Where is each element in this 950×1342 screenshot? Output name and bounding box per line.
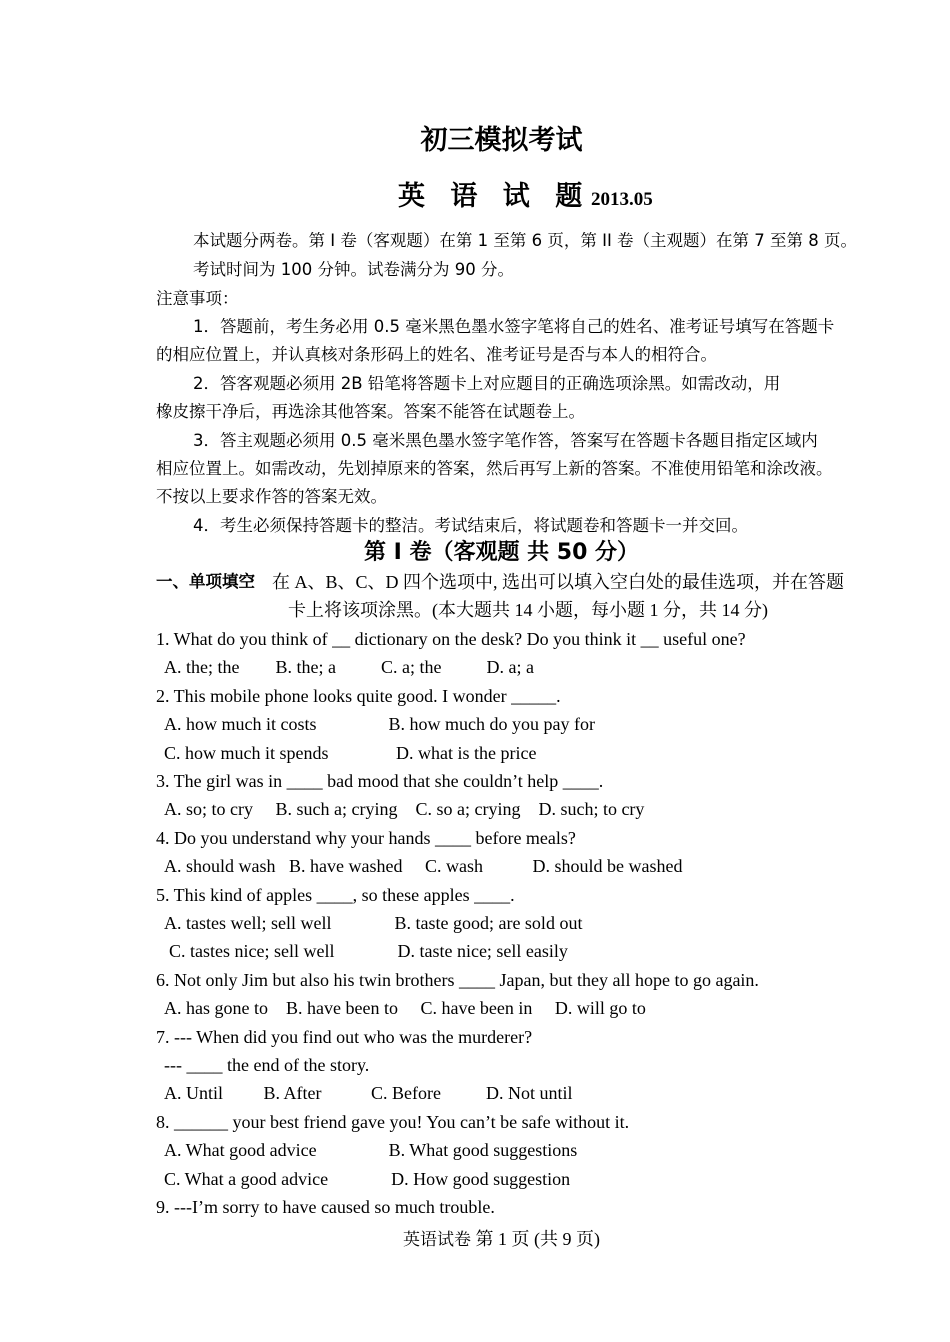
question-options: C. tastes nice; sell well D. taste nice; sell easily [169, 941, 568, 961]
question-stem: 9. ---I’m sorry to have caused so much trouble. [156, 1197, 495, 1217]
question-options: C. how much it spends D. what is the price [164, 743, 537, 763]
question-options: A. the; the B. the; a C. a; the D. a; a [164, 657, 534, 677]
notes-line: 相应位置上。如需改动，先划掉原来的答案，然后再写上新的答案。不准使用铅笔和涂改液。 [156, 459, 833, 478]
exam-subtitle: 英 语 试 题 [398, 181, 591, 212]
footer-page-number: 第 1 页 (共 9 页) [475, 1229, 600, 1249]
question-stem: 1. What do you think of __ dictionary on the desk? Do you think it __ useful one? [156, 629, 746, 649]
notes-line: 橡皮擦干净后，再选涂其他答案。答案不能答在试题卷上。 [156, 402, 585, 421]
intro-line: 本试题分两卷。第 I 卷（客观题）在第 1 至第 6 页，第 II 卷（主观题）在第 7 至第 8 页。 [193, 231, 858, 250]
question-options: A. tastes well; sell well B. taste good; are sold out [164, 913, 583, 933]
notes-line: 2．答客观题必须用 2B 铅笔将答题卡上对应题目的正确选项涂黑。如需改动，用 [193, 374, 781, 393]
question-stem: 3. The girl was in ____ bad mood that she couldn’t help ____. [156, 771, 604, 791]
question-options: A. how much it costs B. how much do you pay for [164, 714, 595, 734]
question-stem: 2. This mobile phone looks quite good. I wonder _____. [156, 686, 561, 706]
question-stem: 7. --- When did you find out who was the murderer? [156, 1027, 533, 1047]
question-options: A. has gone to B. have been to C. have been in D. will go to [164, 998, 646, 1018]
notes-line: 不按以上要求作答的答案无效。 [156, 487, 387, 506]
part-instruction: 卡上将该项涂黑。(本大题共 14 小题，每小题 1 分，共 14 分) [288, 600, 768, 620]
question-stem: 4. Do you understand why your hands ____ before meals? [156, 828, 576, 848]
footer-label: 英语试卷 [403, 1230, 471, 1250]
question-options: A. should wash B. have washed C. wash D. should be washed [164, 856, 683, 876]
part-instruction: 在 A、B、C、D 四个选项中, 选出可以填入空白处的最佳选项，并在答题 [272, 572, 845, 592]
notes-heading: 注意事项： [156, 289, 239, 308]
question-options: C. What a good advice D. How good suggestion [164, 1169, 571, 1189]
question-stem: 8. ______ your best friend gave you! You can’t be safe without it. [156, 1112, 630, 1132]
part-label: 一、单项填空 [156, 572, 255, 591]
question-stem: 6. Not only Jim but also his twin brothers ____ Japan, but they all hope to go again. [156, 970, 759, 990]
question-stem: 5. This kind of apples ____, so these apples ____. [156, 885, 515, 905]
notes-line: 4．考生必须保持答题卡的整洁。考试结束后，将试题卷和答题卡一并交回。 [193, 516, 748, 535]
question-options: A. so; to cry B. such a; crying C. so a; crying D. such; to cry [164, 799, 645, 819]
question-options: A. Until B. After C. Before D. Not until [164, 1083, 573, 1103]
question-options: A. What good advice B. What good suggestions [164, 1140, 578, 1160]
notes-line: 的相应位置上，并认真核对条形码上的姓名、准考证号是否与本人的相符合。 [156, 345, 717, 364]
exam-title: 初三模拟考试 [420, 125, 583, 156]
page-footer [0, 1228, 950, 1251]
intro-line: 考试时间为 100 分钟。试卷满分为 90 分。 [193, 260, 514, 279]
question-stem-answer: --- ____ the end of the story. [164, 1055, 370, 1075]
section-title: 第 I 卷（客观题 共 50 分） [363, 540, 640, 565]
notes-line: 1．答题前，考生务必用 0.5 毫米黑色墨水签字笔将自己的姓名、准考证号填写在答题卡 [193, 317, 835, 336]
exam-date: 2013.05 [591, 189, 653, 210]
notes-line: 3．答主观题必须用 0.5 毫米黑色墨水签字笔作答，答案写在答题卡各题目指定区域内 [193, 431, 818, 450]
